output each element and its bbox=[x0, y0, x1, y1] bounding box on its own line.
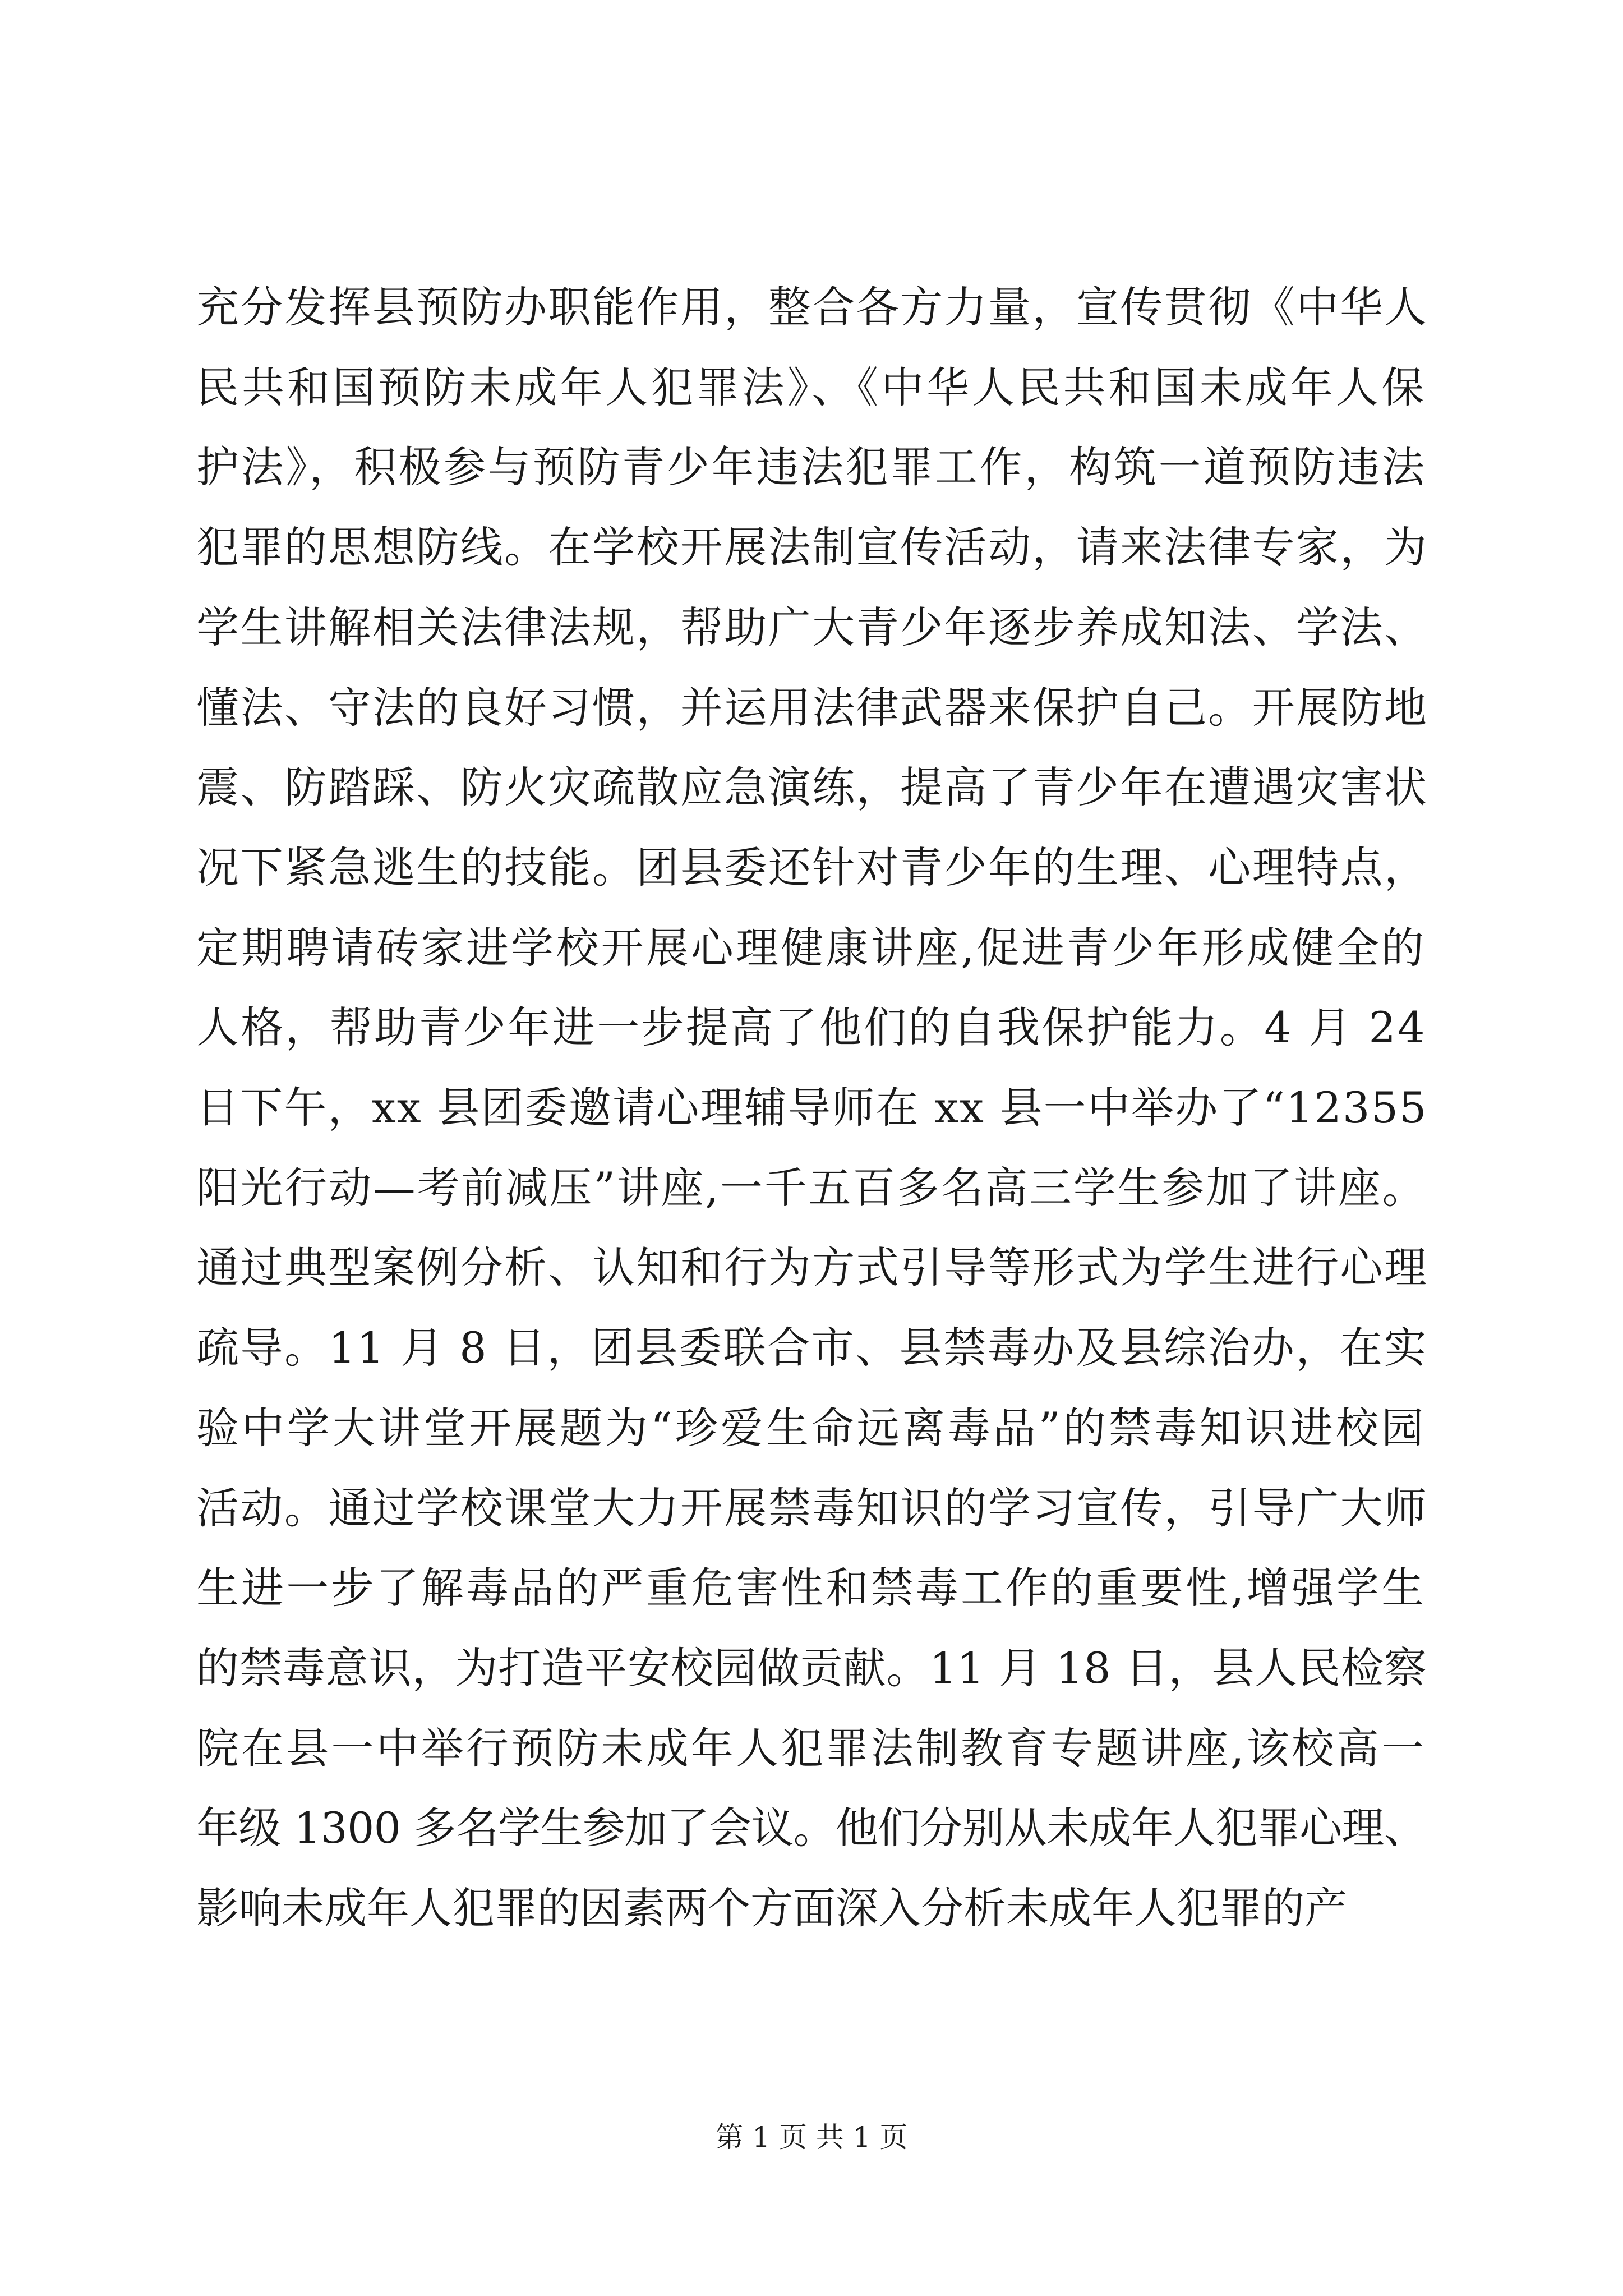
text-line: 护法》，积极参与预防青少年违法犯罪工作，构筑一道预防违法 bbox=[196, 443, 1427, 493]
text-line: 活动。通过学校课堂大力开展禁毒知识的学习宣传，引导广大师 bbox=[196, 1483, 1428, 1533]
text-line: 定期聘请砖家进学校开展心理健康讲座,促进青少年形成健全的 bbox=[196, 923, 1427, 973]
text-line: 学生讲解相关法律法规，帮助广大青少年逐步养成知法、学法、 bbox=[196, 602, 1428, 652]
text-line: 民共和国预防未成年人犯罪法》、《中华人民共和国未成年人保 bbox=[196, 362, 1427, 412]
text-line: 充分发挥县预防办职能作用，整合各方力量，宣传贯彻《中华人 bbox=[196, 282, 1428, 332]
text-line: 况下紧急逃生的技能。团县委还针对青少年的生理、心理特点， bbox=[196, 842, 1428, 892]
text-line: 的禁毒意识，为打造平安校园做贡献。11 月 18 日，县人民检察 bbox=[196, 1642, 1427, 1693]
page-footer: 第 1 页 共 1 页 bbox=[715, 2121, 908, 2154]
text-line: 人格，帮助青少年进一步提高了他们的自我保护能力。4 月 24 bbox=[196, 1003, 1427, 1053]
text-line: 震、防踏踩、防火灾疏散应急演练，提高了青少年在遭遇灾害状 bbox=[196, 762, 1428, 813]
text-line: 懂法、守法的良好习惯，并运用法律武器来保护自己。开展防地 bbox=[196, 682, 1428, 733]
text-line: 院在县一中举行预防未成年人犯罪法制教育专题讲座,该校高一 bbox=[196, 1723, 1427, 1773]
text-line: 阳光行动—考前减压”讲座,一千五百多名高三学生参加了讲座。 bbox=[196, 1163, 1427, 1213]
text-line: 年级 1300 多名学生参加了会议。他们分别从未成年人犯罪心理、 bbox=[196, 1803, 1426, 1853]
text-line: 疏导。11 月 8 日，团县委联合市、县禁毒办及县综治办，在实 bbox=[196, 1323, 1428, 1373]
text-line: 日下午，xx 县团委邀请心理辅导师在 xx 县一中举办了“12355 bbox=[196, 1083, 1428, 1133]
text-line: 生进一步了解毒品的严重危害性和禁毒工作的重要性,增强学生 bbox=[196, 1563, 1427, 1613]
text-line: 犯罪的思想防线。在学校开展法制宣传活动，请来法律专家，为 bbox=[196, 522, 1428, 573]
text-line: 通过典型案例分析、认知和行为方式引导等形式为学生进行心理 bbox=[196, 1243, 1428, 1293]
text-line: 影响未成年人犯罪的因素两个方面深入分析未成年人犯罪的产 bbox=[196, 1883, 1347, 1933]
text-line: 验中学大讲堂开展题为“珍爱生命远离毒品”的禁毒知识进校园 bbox=[196, 1403, 1427, 1453]
